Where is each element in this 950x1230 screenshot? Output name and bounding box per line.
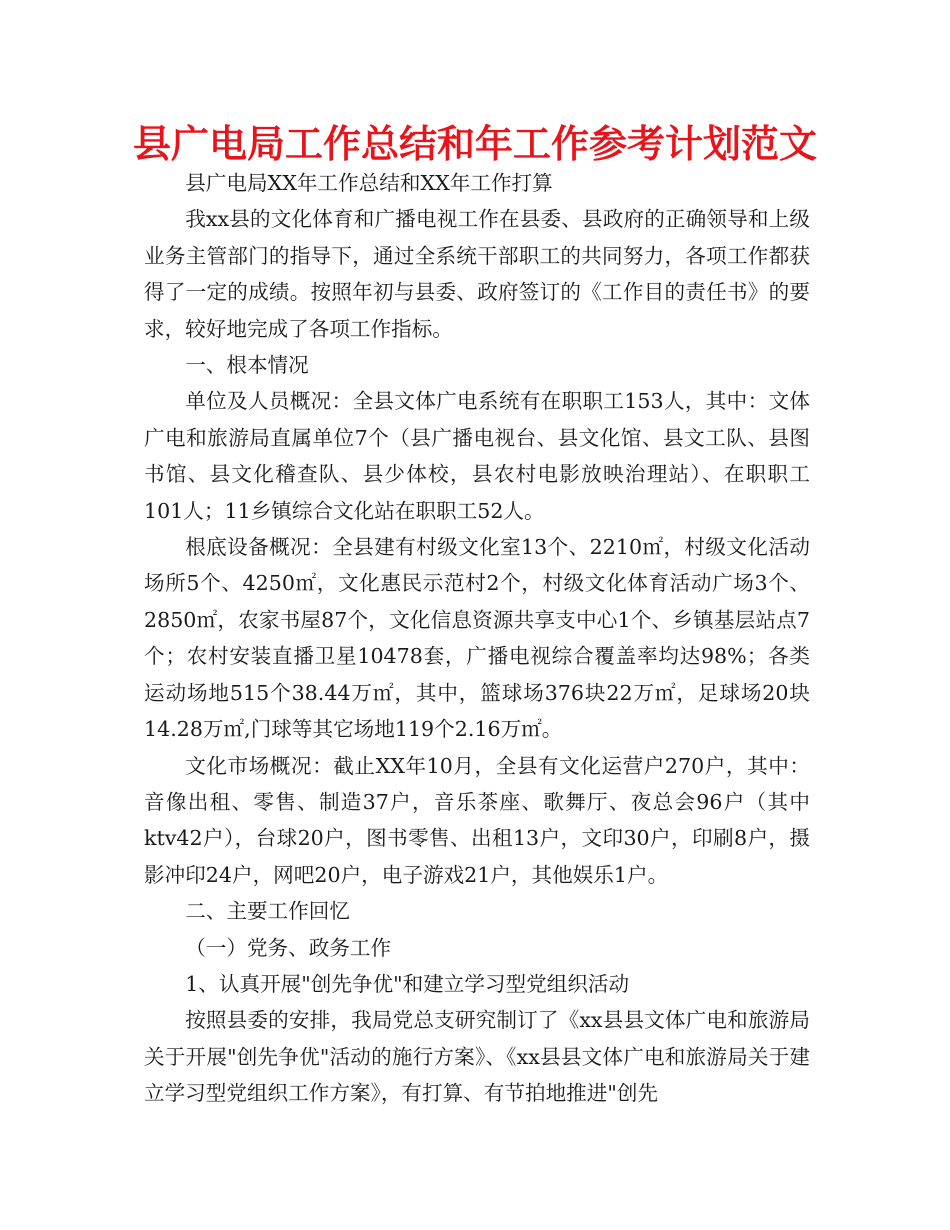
document-title: 县广电局工作总结和年工作参考计划范文 xyxy=(132,122,817,166)
party-work-paragraph: 按照县委的安排，我局党总支研究制订了《xx县县文体广电和旅游局关于开展"创先争优"活动的施行方案》、《xx县县文体广电和旅游局关于建立学习型党组织工作方案》，有打算、有节拍地推进"创先 xyxy=(144,1008,810,1106)
subsection-heading-party-affairs: （一）党务、政务工作 xyxy=(185,935,392,960)
document-body xyxy=(144,165,810,1112)
section-heading-main-work: 二、主要工作回忆 xyxy=(185,899,350,924)
staff-overview-paragraph: 单位及人员概况：全县文体广电系统有在职职工153人，其中：文体广电和旅游局直属单位7个（县广播电视台、县文化馆、县文工队、县图书馆、县文化稽查队、县少体校，县农村电影放映治理站）、在职职工101人；11乡镇综合文化站在职职工52人。 xyxy=(144,389,810,523)
subtitle-paragraph: 县广电局XX年工作总结和XX年工作打算 xyxy=(185,171,553,195)
facilities-overview-paragraph: 根底设备概况：全县建有村级文化室13个、2210㎡，村级文化活动场所5个、4250㎡，文化惠民示范村2个，村级文化体育活动广场3个、2850㎡，农家书屋87个，文化信息资源共享支中心1个、乡镇基层站点7个；农村安装直播卫星10478套，广播电视综合覆盖率均达98%；各类运动场地515个38.44万㎡，其中，篮球场376块22万㎡，足球场20块14.28万㎡,门球等其它场地119个2.16万㎡。 xyxy=(144,535,810,742)
intro-paragraph: 我xx县的文化体育和广播电视工作在县委、县政府的正确领导和上级业务主管部门的指导下，通过全系统干部职工的共同努力，各项工作都获得了一定的成绩。按照年初与县委、政府签订的《工作目的责任书》的要求，较好地完成了各项工作指标。 xyxy=(144,207,810,341)
item-heading-1: 1、认真开展"创先争优"和建立学习型党组织活动 xyxy=(185,971,630,996)
section-heading-basic-situation: 一、根本情况 xyxy=(185,353,309,378)
market-overview-paragraph: 文化市场概况：截止XX年10月，全县有文化运营户270户，其中：音像出租、零售、制造37户，音乐茶座、歌舞厅、夜总会96户（其中ktv42户），台球20户，图书零售、出租13户，文印30户，印刷8户，摄影冲印24户，网吧20户，电子游戏21户，其他娱乐1户。 xyxy=(144,753,810,887)
